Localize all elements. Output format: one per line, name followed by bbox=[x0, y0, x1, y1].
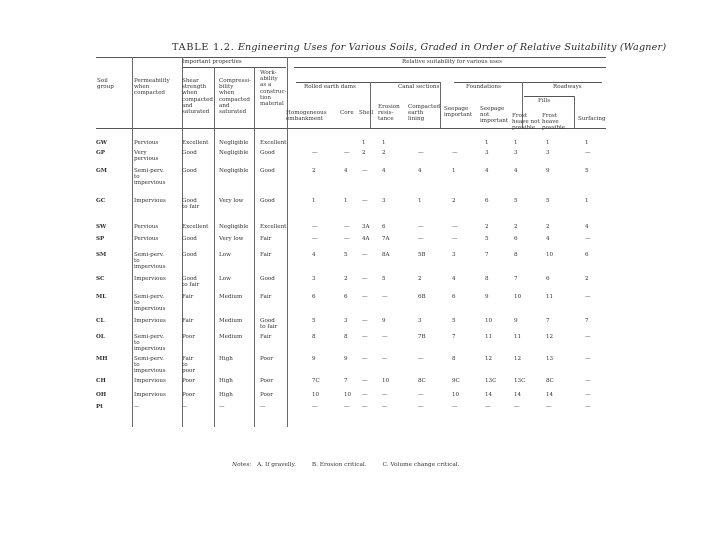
cell-frost-not-possible: 6 bbox=[514, 236, 518, 242]
cell-seepage-not-important: — bbox=[485, 404, 491, 410]
cell-seepage-not-important: 13C bbox=[485, 378, 497, 384]
cell-soil-group: GP bbox=[96, 150, 105, 156]
header-shell: Shell bbox=[359, 110, 374, 116]
cell-erosion-resistance: 6 bbox=[382, 224, 386, 230]
cell-core: 4 bbox=[344, 168, 348, 174]
cell-erosion-resistance: — bbox=[382, 392, 388, 398]
cell-workability: Good bbox=[260, 150, 275, 156]
cell-seepage-not-important: 10 bbox=[485, 318, 493, 324]
cell-compacted-lining: 5B bbox=[418, 252, 426, 258]
cell-frost-not-possible: 13C bbox=[514, 378, 526, 384]
cell-permeability: Semi-perv. to impervious bbox=[134, 252, 166, 271]
cell-shear-strength: Excellent bbox=[182, 224, 209, 230]
cell-workability: Excellent bbox=[260, 140, 287, 146]
cell-shell: 4A bbox=[362, 236, 370, 242]
cell-homogeneous: 8 bbox=[312, 334, 316, 340]
cell-erosion-resistance: — bbox=[382, 356, 388, 362]
cell-core: 1 bbox=[344, 198, 348, 204]
cell-frost-not-possible: 8 bbox=[514, 252, 518, 258]
cell-seepage-important: 5 bbox=[452, 318, 456, 324]
cell-frost-not-possible: 7 bbox=[514, 276, 518, 282]
cell-seepage-not-important: 4 bbox=[485, 168, 489, 174]
cell-erosion-resistance: 1 bbox=[382, 140, 386, 146]
cell-compressibility: Very low bbox=[219, 198, 244, 204]
rule-found-under bbox=[454, 82, 522, 83]
cell-shear-strength: Poor bbox=[182, 392, 195, 398]
cell-homogeneous: 1 bbox=[312, 198, 316, 204]
cell-shear-strength: Fair to poor bbox=[182, 356, 195, 375]
cell-compacted-lining: — bbox=[418, 356, 424, 362]
rule-col-surface bbox=[574, 96, 575, 128]
cell-seepage-important: — bbox=[452, 224, 458, 230]
cell-compressibility: — bbox=[219, 404, 225, 410]
header-erosion-resistance: Erosion resis- tance bbox=[378, 104, 400, 123]
cell-shell: — bbox=[362, 198, 368, 204]
cell-frost-possible: 5 bbox=[546, 198, 550, 204]
cell-shear-strength: Good to fair bbox=[182, 276, 200, 289]
rule-fills-under bbox=[524, 96, 574, 97]
cell-surfacing: 5 bbox=[585, 168, 589, 174]
header-soil-group: Soil group bbox=[97, 78, 114, 91]
cell-frost-possible: 4 bbox=[546, 236, 550, 242]
cell-compressibility: Medium bbox=[219, 294, 243, 300]
cell-permeability: Impervious bbox=[134, 198, 166, 204]
cell-compacted-lining: — bbox=[418, 392, 424, 398]
cell-shell: — bbox=[362, 334, 368, 340]
cell-surfacing: — bbox=[585, 378, 591, 384]
cell-frost-not-possible: 4 bbox=[514, 168, 518, 174]
cell-core: — bbox=[344, 236, 350, 242]
cell-seepage-not-important: 6 bbox=[485, 198, 489, 204]
cell-soil-group: SP bbox=[96, 236, 105, 242]
cell-compressibility: Low bbox=[219, 276, 231, 282]
cell-homogeneous: 4 bbox=[312, 252, 316, 258]
cell-frost-possible: 12 bbox=[546, 334, 554, 340]
cell-erosion-resistance: 4 bbox=[382, 168, 386, 174]
cell-homogeneous: 2 bbox=[312, 168, 316, 174]
cell-shear-strength: Good bbox=[182, 236, 197, 242]
cell-homogeneous: 10 bbox=[312, 392, 320, 398]
header-frost-possible: Frost heave possible bbox=[542, 113, 566, 132]
rule-top bbox=[96, 57, 606, 58]
cell-permeability: Impervious bbox=[134, 392, 166, 398]
cell-workability: Excellent bbox=[260, 224, 287, 230]
cell-frost-possible: 2 bbox=[546, 224, 550, 230]
cell-erosion-resistance: 7A bbox=[382, 236, 390, 242]
cell-frost-possible: 14 bbox=[546, 392, 554, 398]
table-notes bbox=[232, 462, 473, 468]
cell-core: 5 bbox=[344, 252, 348, 258]
cell-seepage-important: 10 bbox=[452, 392, 460, 398]
cell-shell: — bbox=[362, 404, 368, 410]
cell-workability: Good bbox=[260, 198, 275, 204]
cell-homogeneous: 6 bbox=[312, 294, 316, 300]
cell-core: — bbox=[344, 404, 350, 410]
cell-permeability: Semi-perv. to impervious bbox=[134, 294, 166, 313]
cell-permeability: Pervious bbox=[134, 236, 159, 242]
cell-shell: 2 bbox=[362, 150, 366, 156]
cell-shear-strength: Excellent bbox=[182, 140, 209, 146]
cell-surfacing: — bbox=[585, 294, 591, 300]
cell-seepage-not-important: 8 bbox=[485, 276, 489, 282]
cell-soil-group: MH bbox=[96, 356, 108, 362]
cell-soil-group: OH bbox=[96, 392, 107, 398]
cell-seepage-not-important: 12 bbox=[485, 356, 493, 362]
rule-col-found bbox=[440, 82, 441, 128]
cell-seepage-important: — bbox=[452, 404, 458, 410]
cell-workability: Poor bbox=[260, 378, 273, 384]
cell-surfacing: — bbox=[585, 150, 591, 156]
cell-frost-possible: 3 bbox=[546, 150, 550, 156]
cell-seepage-important: 2 bbox=[452, 198, 456, 204]
cell-shell: — bbox=[362, 318, 368, 324]
header-frost-not-possible: Frost heave not possible bbox=[512, 113, 540, 132]
cell-compacted-lining: — bbox=[418, 404, 424, 410]
cell-compacted-lining: 6B bbox=[418, 294, 426, 300]
cell-compressibility: Negligible bbox=[219, 224, 249, 230]
cell-shell: — bbox=[362, 168, 368, 174]
notes-label: Notes: bbox=[232, 462, 252, 468]
cell-permeability: Pervious bbox=[134, 224, 159, 230]
cell-erosion-resistance: 9 bbox=[382, 318, 386, 324]
scanned-table-page bbox=[82, 36, 667, 476]
cell-frost-not-possible: 5 bbox=[514, 198, 518, 204]
cell-shear-strength: — bbox=[182, 404, 188, 410]
note-c: C. Volume change critical. bbox=[382, 462, 460, 468]
cell-homogeneous: 7C bbox=[312, 378, 320, 384]
cell-erosion-resistance: 2 bbox=[382, 150, 386, 156]
cell-surfacing: 1 bbox=[585, 198, 589, 204]
cell-homogeneous: — bbox=[312, 236, 318, 242]
cell-soil-group: GC bbox=[96, 198, 106, 204]
header-canal-sections: Canal sections bbox=[398, 84, 440, 90]
cell-seepage-not-important: 11 bbox=[485, 334, 493, 340]
cell-shear-strength: Good bbox=[182, 252, 197, 258]
cell-compacted-lining: 8C bbox=[418, 378, 426, 384]
cell-workability: — bbox=[260, 404, 266, 410]
header-compacted-lining: Compacted earth lining bbox=[408, 104, 441, 123]
cell-surfacing: — bbox=[585, 404, 591, 410]
header-workability: Work- ability as a construc- tion material bbox=[260, 70, 287, 108]
cell-homogeneous: 5 bbox=[312, 318, 316, 324]
cell-compacted-lining: 3 bbox=[418, 318, 422, 324]
cell-seepage-not-important: 7 bbox=[485, 252, 489, 258]
cell-seepage-important: 6 bbox=[452, 294, 456, 300]
header-seepage-not-important: Seepage not important bbox=[480, 106, 509, 125]
cell-surfacing: 7 bbox=[585, 318, 589, 324]
cell-shell: — bbox=[362, 356, 368, 362]
cell-surfacing: — bbox=[585, 392, 591, 398]
cell-shell: — bbox=[362, 294, 368, 300]
cell-seepage-not-important: 3 bbox=[485, 150, 489, 156]
cell-workability: Poor bbox=[260, 356, 273, 362]
header-roadways: Roadways bbox=[553, 84, 582, 90]
header-permeability: Permeability when compacted bbox=[134, 78, 170, 97]
cell-frost-possible: 13 bbox=[546, 356, 554, 362]
cell-frost-not-possible: 10 bbox=[514, 294, 522, 300]
cell-surfacing: 6 bbox=[585, 252, 589, 258]
cell-soil-group: GM bbox=[96, 168, 107, 174]
cell-permeability: Semi-perv. to impervious bbox=[134, 168, 166, 187]
cell-workability: Good bbox=[260, 168, 275, 174]
cell-frost-not-possible: 14 bbox=[514, 392, 522, 398]
cell-compacted-lining: 4 bbox=[418, 168, 422, 174]
cell-workability: Good to fair bbox=[260, 318, 278, 331]
cell-frost-not-possible: 3 bbox=[514, 150, 518, 156]
cell-core: — bbox=[344, 150, 350, 156]
cell-frost-not-possible: 2 bbox=[514, 224, 518, 230]
cell-seepage-important: 3 bbox=[452, 252, 456, 258]
cell-permeability: Impervious bbox=[134, 276, 166, 282]
cell-compacted-lining: — bbox=[418, 224, 424, 230]
cell-shell: — bbox=[362, 276, 368, 282]
cell-workability: Fair bbox=[260, 294, 272, 300]
cell-soil-group: SM bbox=[96, 252, 107, 258]
cell-permeability: Impervious bbox=[134, 318, 166, 324]
cell-frost-possible: 6 bbox=[546, 276, 550, 282]
cell-frost-possible: 7 bbox=[546, 318, 550, 324]
cell-soil-group: GW bbox=[96, 140, 108, 146]
cell-core: 6 bbox=[344, 294, 348, 300]
cell-compacted-lining: — bbox=[418, 236, 424, 242]
cell-homogeneous: 3 bbox=[312, 276, 316, 282]
cell-compressibility: Negligible bbox=[219, 140, 249, 146]
cell-frost-possible: — bbox=[546, 404, 552, 410]
cell-compressibility: Negligible bbox=[219, 150, 249, 156]
cell-surfacing: 2 bbox=[585, 276, 589, 282]
cell-compressibility: Medium bbox=[219, 334, 243, 340]
cell-shear-strength: Good bbox=[182, 150, 197, 156]
cell-compacted-lining: — bbox=[418, 150, 424, 156]
cell-surfacing: 4 bbox=[585, 224, 589, 230]
cell-frost-possible: 11 bbox=[546, 294, 554, 300]
cell-frost-possible: 10 bbox=[546, 252, 554, 258]
cell-frost-not-possible: 12 bbox=[514, 356, 522, 362]
cell-compressibility: Low bbox=[219, 252, 231, 258]
cell-surfacing: 1 bbox=[585, 140, 589, 146]
cell-workability: Poor bbox=[260, 392, 273, 398]
cell-core: 10 bbox=[344, 392, 352, 398]
cell-surfacing: — bbox=[585, 356, 591, 362]
cell-seepage-important: 1 bbox=[452, 168, 456, 174]
cell-core: — bbox=[344, 224, 350, 230]
cell-erosion-resistance: — bbox=[382, 294, 388, 300]
cell-frost-possible: 9 bbox=[546, 168, 550, 174]
cell-permeability: Very pervious bbox=[134, 150, 159, 163]
cell-shell: — bbox=[362, 378, 368, 384]
cell-seepage-important: 4 bbox=[452, 276, 456, 282]
header-rolled-earth-dams: Rolled earth dams bbox=[304, 84, 356, 90]
cell-compacted-lining: 2 bbox=[418, 276, 422, 282]
cell-frost-not-possible: 1 bbox=[514, 140, 518, 146]
header-fills: Fills bbox=[538, 98, 551, 104]
cell-workability: Good bbox=[260, 276, 275, 282]
cell-erosion-resistance: 3 bbox=[382, 198, 386, 204]
table-number: TABLE 1.2. bbox=[172, 42, 235, 53]
cell-homogeneous: — bbox=[312, 150, 318, 156]
cell-shell: 3A bbox=[362, 224, 370, 230]
table-caption: Engineering Uses for Various Soils, Graded in Order of Relative Suitability (Wagner) bbox=[237, 42, 667, 53]
cell-compressibility: High bbox=[219, 378, 233, 384]
cell-seepage-not-important: 5 bbox=[485, 236, 489, 242]
rule-dams-under bbox=[296, 82, 392, 83]
cell-seepage-important: — bbox=[452, 236, 458, 242]
cell-workability: Fair bbox=[260, 334, 272, 340]
cell-seepage-important: 8 bbox=[452, 356, 456, 362]
rule-col-group bbox=[132, 57, 133, 427]
rule-col-canal bbox=[370, 82, 371, 128]
cell-core: 3 bbox=[344, 318, 348, 324]
cell-soil-group: CH bbox=[96, 378, 106, 384]
cell-seepage-important: 7 bbox=[452, 334, 456, 340]
cell-surfacing: — bbox=[585, 236, 591, 242]
rule-col-comp bbox=[254, 67, 255, 427]
cell-soil-group: SC bbox=[96, 276, 105, 282]
cell-compressibility: Very low bbox=[219, 236, 244, 242]
cell-permeability: Impervious bbox=[134, 378, 166, 384]
header-shear-strength: Shear strength when compacted and saturated bbox=[182, 78, 213, 116]
rule-roads-under bbox=[522, 82, 602, 83]
cell-shell: — bbox=[362, 252, 368, 258]
table-title bbox=[172, 42, 666, 53]
cell-erosion-resistance: 10 bbox=[382, 378, 390, 384]
cell-seepage-not-important: 2 bbox=[485, 224, 489, 230]
cell-soil-group: OL bbox=[96, 334, 105, 340]
header-core: Core bbox=[340, 110, 354, 116]
cell-shell: — bbox=[362, 392, 368, 398]
cell-frost-possible: 8C bbox=[546, 378, 554, 384]
cell-permeability: — bbox=[134, 404, 140, 410]
cell-frost-not-possible: 11 bbox=[514, 334, 522, 340]
header-relative-suitability: Relative suitability for various uses bbox=[402, 59, 503, 65]
header-foundations: Foundations bbox=[466, 84, 501, 90]
cell-soil-group: ML bbox=[96, 294, 107, 300]
cell-compacted-lining: 7B bbox=[418, 334, 426, 340]
cell-soil-group: SW bbox=[96, 224, 107, 230]
rule-col-shear bbox=[214, 67, 215, 427]
cell-shear-strength: Good bbox=[182, 168, 197, 174]
cell-shear-strength: Good to fair bbox=[182, 198, 200, 211]
cell-shear-strength: Poor bbox=[182, 378, 195, 384]
header-homogeneous-embankment: Homogeneous embankment bbox=[286, 110, 327, 123]
cell-compressibility: High bbox=[219, 392, 233, 398]
cell-core: 8 bbox=[344, 334, 348, 340]
header-important-properties: Important properties bbox=[182, 59, 242, 65]
header-compressibility: Compressi- bility when compacted and saturated bbox=[219, 78, 251, 116]
cell-shear-strength: Poor bbox=[182, 334, 195, 340]
cell-erosion-resistance: — bbox=[382, 334, 388, 340]
cell-homogeneous: — bbox=[312, 404, 318, 410]
rule-properties-under bbox=[182, 67, 286, 68]
note-a: A. If gravelly. bbox=[257, 462, 296, 468]
cell-erosion-resistance: 5 bbox=[382, 276, 386, 282]
header-seepage-important: Seepage important bbox=[444, 106, 473, 119]
cell-homogeneous: 9 bbox=[312, 356, 316, 362]
cell-seepage-important: — bbox=[452, 150, 458, 156]
cell-frost-not-possible: — bbox=[514, 404, 520, 410]
cell-seepage-not-important: 9 bbox=[485, 294, 489, 300]
cell-core: 7 bbox=[344, 378, 348, 384]
cell-compressibility: Negligible bbox=[219, 168, 249, 174]
cell-compressibility: Medium bbox=[219, 318, 243, 324]
cell-core: 9 bbox=[344, 356, 348, 362]
cell-soil-group: Pt bbox=[96, 404, 103, 410]
cell-compacted-lining: 1 bbox=[418, 198, 422, 204]
cell-permeability: Semi-perv. to impervious bbox=[134, 334, 166, 353]
cell-workability: Fair bbox=[260, 252, 272, 258]
cell-erosion-resistance: 8A bbox=[382, 252, 390, 258]
cell-homogeneous: — bbox=[312, 224, 318, 230]
cell-permeability: Semi-perv. to impervious bbox=[134, 356, 166, 375]
cell-seepage-not-important: 1 bbox=[485, 140, 489, 146]
cell-frost-not-possible: 9 bbox=[514, 318, 518, 324]
cell-shell: 1 bbox=[362, 140, 366, 146]
cell-seepage-important: 9C bbox=[452, 378, 460, 384]
rule-canal-under bbox=[382, 82, 440, 83]
cell-compressibility: High bbox=[219, 356, 233, 362]
cell-shear-strength: Fair bbox=[182, 318, 194, 324]
cell-surfacing: — bbox=[585, 334, 591, 340]
cell-workability: Fair bbox=[260, 236, 272, 242]
cell-core: 2 bbox=[344, 276, 348, 282]
rule-suitability-under bbox=[294, 67, 606, 68]
cell-soil-group: CL bbox=[96, 318, 105, 324]
cell-permeability: Pervious bbox=[134, 140, 159, 146]
cell-frost-possible: 1 bbox=[546, 140, 550, 146]
cell-seepage-not-important: 14 bbox=[485, 392, 493, 398]
cell-erosion-resistance: — bbox=[382, 404, 388, 410]
header-surfacing: Surfacing bbox=[578, 116, 606, 122]
cell-shear-strength: Fair bbox=[182, 294, 194, 300]
note-b: B. Erosion critical. bbox=[311, 462, 367, 468]
